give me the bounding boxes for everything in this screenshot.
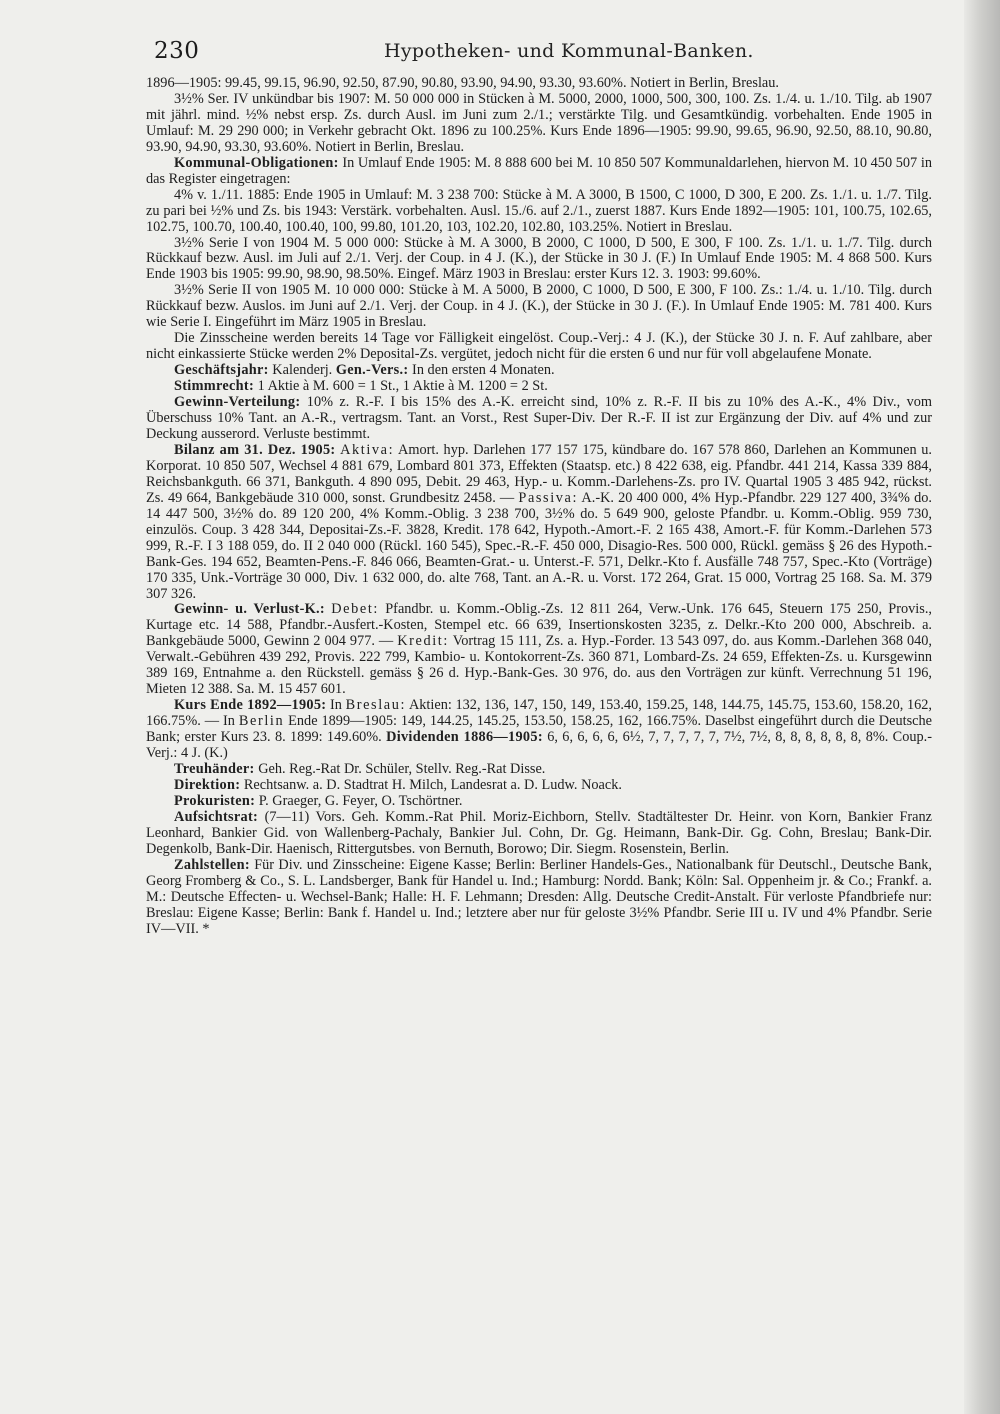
kommunal-4pct: 4% v. 1./11. 1885: Ende 1905 in Umlauf: M. 3 238 700: Stücke à M. A 3000, B 1500, C 1000, D 300, E 200. Zs. 1./1. u. 1./7. Tilg. zu pari bei ½% und Zs. bis 1943: Verstärk. vorbehalten. Ausl. 15./6. auf 2./1., zuerst 1887. Kurs Ende 1892—1905: 101, 100.75, 102.65, 102.75, 100.70, 100.40, 100.40, 100, 99.80, 101.20, 103, 102.20, 102.80, 103.25%. Notiert in Breslau. xyxy=(146,186,932,235)
paragraph-text: Geh. Reg.-Rat Dr. Schüler, Stellv. Reg.-Rat Disse. xyxy=(254,760,546,777)
paragraph-text: In xyxy=(326,697,346,714)
paragraph-text: (7—11) Vors. Geh. Komm.-Rat Phil. Moriz-Eichborn, Stellv. Stadtältester Dr. Heinr. von Korn, Bankier Franz Leonhard, Bankier Gid. von Wallenberg-Pachaly, Bankier Jul. Cohn, Dr. Gg. Heimann, Bank-Dir. Gg. Cohn, Breslau; Bank-Dir. Degenkolb, Bank-Dir. Haenisch, Rittergutsbes. von Bernuth, Borowo; Dir. Siegm. Rosenstein, Berlin. xyxy=(146,808,932,857)
gewinn-verteilung-paragraph xyxy=(146,395,932,443)
paragraph-text: In den ersten 4 Monaten. xyxy=(408,362,555,379)
body-text xyxy=(146,76,932,937)
paragraph-text: Aktien: 132, 136, 147, 150, 149, 153.40, 159.25, 148, 144.75, 145.75, 153.60, 158.20, 162, 166.75%. — In xyxy=(146,697,932,730)
section-label: Prokuristen: xyxy=(174,792,256,809)
paragraph-text: In Umlauf Ende 1905: M. 8 888 600 bei M. 10 850 507 Kommunaldarlehen, hiervon M. 10 450 507 in das Register eingetragen: xyxy=(146,154,932,187)
city-berlin: Berlin xyxy=(238,713,285,730)
section-label: Bilanz am 31. Dez. 1905: xyxy=(174,441,336,458)
kommunal-obligationen xyxy=(146,156,932,188)
zinsscheine-paragraph: Die Zinsscheine werden bereits 14 Tage vor Fälligkeit eingelöst. Coup.-Verj.: 4 J. (K.), der Stücke 30 J. n. F. Auf zahlbare, aber nicht einkassierte Stücke werden 2% Deposital-Zs. vergütet, jedoch nicht für die ersten 6 und nur für voll abgelaufene Monate. xyxy=(146,330,932,363)
direktion-paragraph xyxy=(146,778,932,794)
aktiva-text: Amort. hyp. Darlehen 177 157 175, kündbare do. 167 578 860, Darlehen an Kommunen u. Korporat. 10 850 507, Wechsel 4 881 679, Lombard 801 373, Effekten (Staatsp. etc.) 8 422 638, eig. Pfandbr. 441 214, Kassa 339 884, Reichsbankguth. 66 371, Bankguth. 4 890 095, Debit. 29 463, Hyp.- u. Komm.-Darlehens-Zs. pro IV. Quartal 1905 3 485 942, rückst. Zs. 49 664, Bankgebäude 310 000, sonst. Grundbesitz 2458. — xyxy=(146,441,933,506)
section-label: Treuhänder: xyxy=(174,760,255,777)
section-label: Gewinn- u. Verlust-K.: xyxy=(174,601,325,618)
section-label: Aufsichtsrat: xyxy=(174,808,259,825)
paragraph-text: 10% z. R.-F. I bis 15% des A.-K. erreicht sind, 10% z. R.-F. II bis zu 10% des A.-K., 4% Div., vom Überschuss 10% Tant. an A.-R., vertragsm. Tant. an Vorst., Rest Super-Div. Der R.-F. II ist zur Ergänzung der Div. auf 4% und zur Deckung ausserord. Verluste bestimmt. xyxy=(146,394,932,442)
gewinn-verlust-paragraph xyxy=(146,602,932,698)
paragraph-text: Für Div. und Zinsscheine: Eigene Kasse; Berlin: Berliner Handels-Ges., Nationalbank für Deutschl., Deutsche Bank, Georg Fromberg & Co., S. L. Landsberger, Bank für Handel u. Ind.; Hamburg: Nordd. Bank; Köln: Sal. Oppenheim jr. & Co.; Frankf. a. M.: Deutsche Effecten- u. Wechsel-Bank; Halle: H. F. Lehmann; Dresden: Allg. Deutsche Credit-Anstalt. Für verloste Pfandbriefe nur: Breslau: Eigene Kasse; Berlin: Bank f. Handel u. Ind.; letztere aber nur für geloste 3½% Pfandbr. Serie III u. IV und 4% Pfandbr. Serie IV—VII. * xyxy=(146,856,932,937)
paragraph-text: 1 Aktie à M. 600 = 1 St., 1 Aktie à M. 1200 = 2 St. xyxy=(254,378,548,395)
geschaeftsjahr-paragraph xyxy=(146,363,932,379)
kommunal-serie-i: 3½% Serie I von 1904 M. 5 000 000: Stücke à M. A 3000, B 2000, C 1000, D 500, E 300, F 100. Zs. 1./1. u. 1./7. Tilg. durch Rückkauf bezw. Ausl. im Juli auf 2./1. Verj. der Coup. in 4 J. (K.), der Stücke in 30 J. (F.) In Umlauf Ende 1905: M. 4 868 500. Kurs Ende 1903 bis 1905: 99.90, 98.90, 98.50%. Eingef. März 1903 in Breslau: erster Kurs 12. 3. 1903: 99.60%. xyxy=(146,234,932,283)
pfandbriefe-serie-iv xyxy=(146,92,932,156)
passiva-label: Passiva: xyxy=(518,489,579,506)
kredit-label: Kredit: xyxy=(397,633,449,650)
paragraph-text: Rechtsanw. a. D. Stadtrat H. Milch, Landesrat a. D. Ludw. Noack. xyxy=(240,776,622,793)
debet-label: Debet: xyxy=(331,601,379,618)
page-number: 230 xyxy=(154,38,200,64)
section-label: Dividenden 1886—1905: xyxy=(386,729,543,746)
section-label: Zahlstellen: xyxy=(174,856,250,873)
section-label: Direktion: xyxy=(174,776,241,793)
section-label: Gen.-Vers.: xyxy=(335,362,409,379)
aufsichtsrat-paragraph xyxy=(146,810,932,858)
section-label: Kommunal-Obligationen: xyxy=(174,154,339,171)
treuhaender-paragraph xyxy=(146,762,932,778)
paragraph-text: 6, 6, 6, 6, 6, 6½, 7, 7, 7, 7, 7, 7½, 7½, 8, 8, 8, 8, 8, 8, 8%. Coup.-Verj.: 4 J. (K.) xyxy=(146,729,932,762)
zahlstellen-paragraph xyxy=(146,858,932,938)
book-binding-shadow xyxy=(964,0,1000,1414)
pfandbriefe-continuation: 1896—1905: 99.45, 99.15, 96.90, 92.50, 87.90, 90.80, 93.90, 94.90, 93.30, 93.60%. Notiert in Berlin, Breslau. xyxy=(146,75,779,91)
paragraph-text: Kalenderj. xyxy=(268,362,336,379)
paragraph-text: P. Graeger, G. Feyer, O. Tschörtner. xyxy=(255,792,463,809)
kurs-paragraph xyxy=(146,698,932,762)
kommunal-serie-ii: 3½% Serie II von 1905 M. 10 000 000: Stücke à M. A 5000, B 2000, C 1000, D 500, E 300, F 100. Zs.: 1./4. u. 1./10. Tilg. durch Rückkauf bezw. Auslos. im Juni auf 2./1. Verj. der Coup. in 4 J. (K.), der Stücke in 30 J. (F.). In Umlauf Ende 1905: M. 781 400. Kurs wie Serie I. Eingeführt im März 1905 in Breslau. xyxy=(146,282,932,331)
prokuristen-paragraph xyxy=(146,794,932,810)
paragraph-text: Ser. IV unkündbar bis 1907: M. 50 000 000 in Stücken à M. 5000, 2000, 1000, 500, 300, 100. Zs. 1./4. u. 1./10. Tilg. ab 1907 mit jährl. mind. ½% nebst ersp. Zs. durch Ausl. im Juni zum 2./1.; verstärkte Tilg. und Gesamtkündig. vorbehalten. Ende 1905 in Umlauf: M. 29 290 000; in Verkehr gebracht Okt. 1896 zu 100.25%. Kurs Ende 1896—1905: 99.90, 99.65, 96.90, 92.50, 88.10, 90.80, 93.90, 94.90, 93.30, 93.60%. Notiert in Berlin, Breslau. xyxy=(146,90,932,155)
section-label: Kurs Ende 1892—1905: xyxy=(174,697,327,714)
running-header: Hypotheken- und Kommunal-Banken. xyxy=(384,40,754,62)
passiva-text: A.-K. 20 400 000, 4% Hyp.-Pfandbr. 229 127 400, 3¾% do. 14 447 500, 3½% do. 89 120 200, 4% Komm.-Oblig. 3 238 700, 3½% do. 5 649 900, geloste Pfandbr. u. Komm.-Oblig. 959 730, einzulös. Coup. 3 428 344, Depositai-Zs.-F. 3828, Kredit. 178 642, Hypoth.-Amort.-F. 2 165 438, Amort.-F. für Komm.-Darlehen 573 999, R.-F. I 3 188 059, do. II 2 040 000 (Rückl. 160 545), Spec.-R.-F. 450 000, Disagio-Res. 500 000, Rückl. gemäss § 26 des Hypoth.-Bank-Ges. 194 652, Beamten-Pens.-F. 846 066, Beamten-Grat.- u. Unterst.-F. 571, Delkr.-Kto f. Ausfälle 748 757, Spec.-Kto (Vorträge) 170 335, Unk.-Vorträge 30 000, Div. 1 632 000, do. alte 768, Tant. an A.-R. u. Vorst. 172 264, Grat. 15 000, Vortrag 25 168. Sa. M. 379 307 326. xyxy=(146,489,932,602)
section-label: Geschäftsjahr: xyxy=(174,362,269,379)
paragraph-text: Ende 1899—1905: 149, 144.25, 145.25, 153.50, 158.25, 162, 166.75%. Daselbst eingeführt durch die Deutsche Bank; erster Kurs 23. 8. 1899: 149.60%. xyxy=(146,713,932,746)
aktiva-label: Aktiva: xyxy=(340,441,395,458)
section-label: Stimmrecht: xyxy=(174,378,255,395)
kredit-text: Vortrag 15 111, Zs. a. Hyp.-Forder. 13 543 097, do. aus Komm.-Darlehen 368 040, Verwalt.-Gebühren 439 292, Provis. 222 799, Kambio- u. Kontokorrent-Zs. 360 871, Lombard-Zs. 24 659, Effekten-Zs. u. Kursgewinn 389 169, Entnahme a. den Rückstell. gemäss § 26 d. Hyp.-Bank-Ges. 30 976, do. aus den Vorträgen zur künft. Verrechnung 51 196, Mieten 12 388. Sa. M. 15 457 601. xyxy=(146,633,932,698)
stimmrecht-paragraph xyxy=(146,379,932,395)
section-label: Gewinn-Verteilung: xyxy=(174,394,301,411)
city-breslau: Breslau: xyxy=(345,697,407,714)
bilanz-paragraph xyxy=(146,443,932,603)
debet-text: Pfandbr. u. Komm.-Oblig.-Zs. 12 811 264, Verw.-Unk. 176 645, Steuern 175 250, Provis., Kurtage etc. 14 588, Pfandbr.-Ausfert.-Kosten, Stempel etc. 66 639, Insertionskosten 3235, z. Delkr.-Kto 200 000, Abschreib. a. Bankgebäude 5000, Gewinn 2 004 977. — xyxy=(146,601,932,650)
interest-rate: 3½% xyxy=(174,90,204,107)
